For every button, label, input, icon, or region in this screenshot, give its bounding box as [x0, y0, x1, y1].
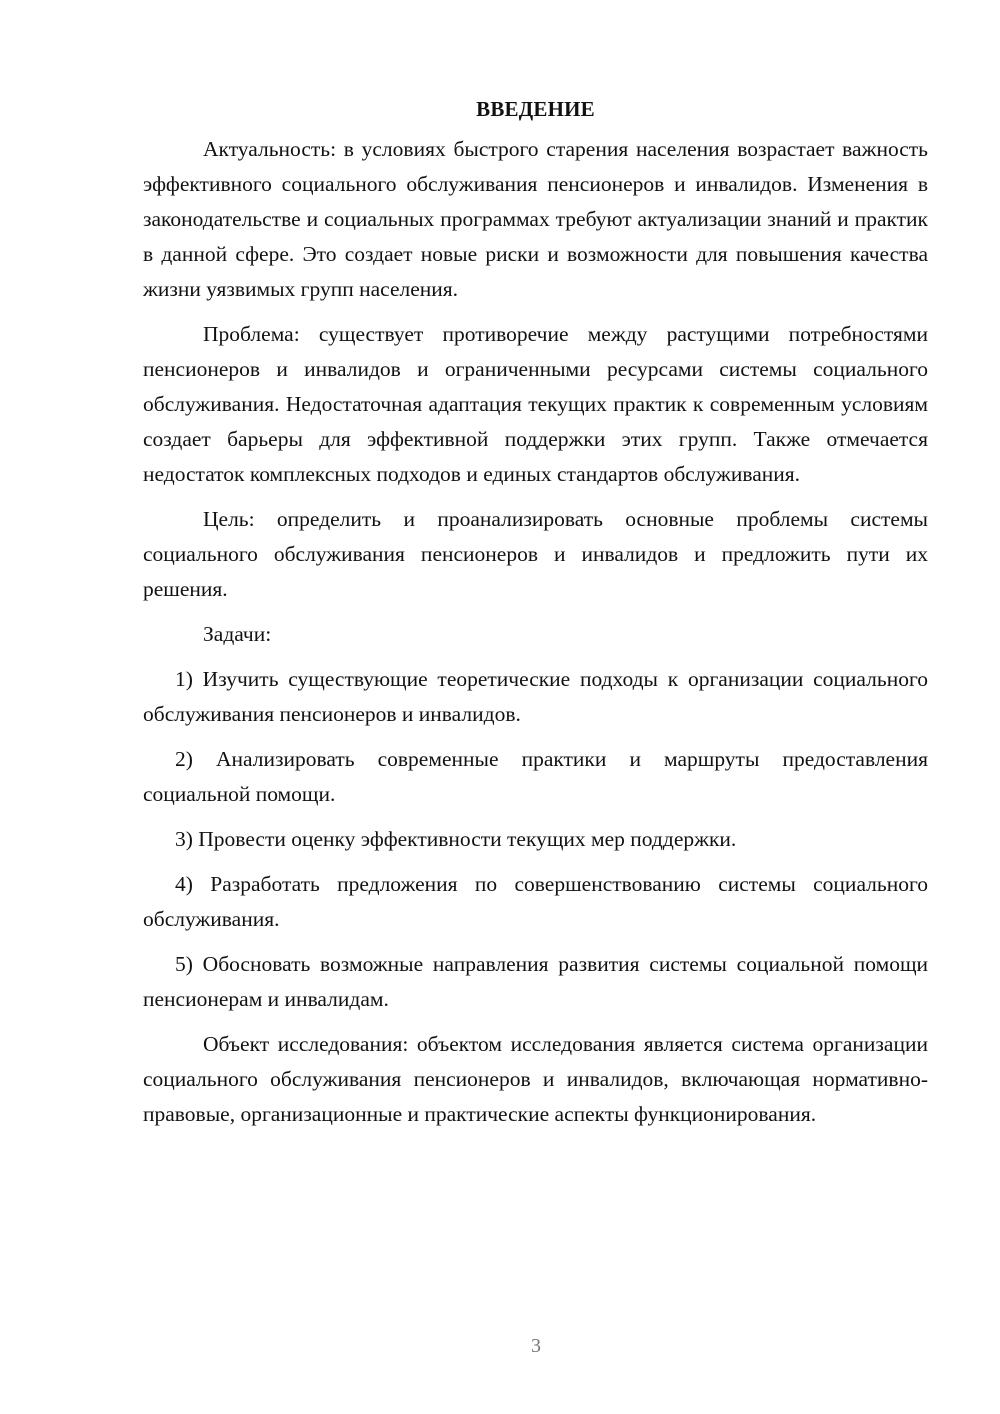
page-content — [143, 92, 928, 1132]
problem-paragraph: Проблема: существует противоречие между растущими потребностями пенсионеров и инвалидов и ограниченными ресурсами системы социального обслуживания. Недостаточная адаптация текущих практик к современным условиям создает барьеры для эффективной поддержки этих групп. Также отмечается недостаток комплексных подходов и единых стандартов обслуживания. — [143, 322, 928, 486]
goal-paragraph: Цель: определить и проанализировать основные проблемы системы социального обслуживания пенсионеров и инвалидов и предложить пути их решения. — [143, 507, 928, 601]
task-item: 3) Провести оценку эффективности текущих мер поддержки. — [175, 827, 737, 851]
object-paragraph: Объект исследования: объектом исследования является система организации социального обслуживания пенсионеров и инвалидов, включающая нормативно-правовые, организационные и практические аспекты функционирования. — [143, 1032, 928, 1126]
relevance-paragraph: Актуальность: в условиях быстрого старения населения возрастает важность эффективного социального обслуживания пенсионеров и инвалидов. Изменения в законодательстве и социальных программах требуют актуализации знаний и практик в данной сфере. Это создает новые риски и возможности для повышения качества жизни уязвимых групп населения. — [143, 137, 928, 301]
task-item: 2) Анализировать современные практики и маршруты предоставления социальной помощи. — [143, 747, 928, 806]
section-heading: ВВЕДЕНИЕ — [476, 97, 595, 121]
tasks-label: Задачи: — [203, 622, 272, 646]
task-item: 4) Разработать предложения по совершенствованию системы социального обслуживания. — [143, 872, 928, 931]
task-item: 5) Обосновать возможные направления развития системы социальной помощи пенсионерам и инвалидам. — [143, 952, 928, 1011]
page-number: 3 — [531, 1335, 541, 1357]
task-item: 1) Изучить существующие теоретические подходы к организации социального обслуживания пенсионеров и инвалидов. — [143, 667, 928, 726]
